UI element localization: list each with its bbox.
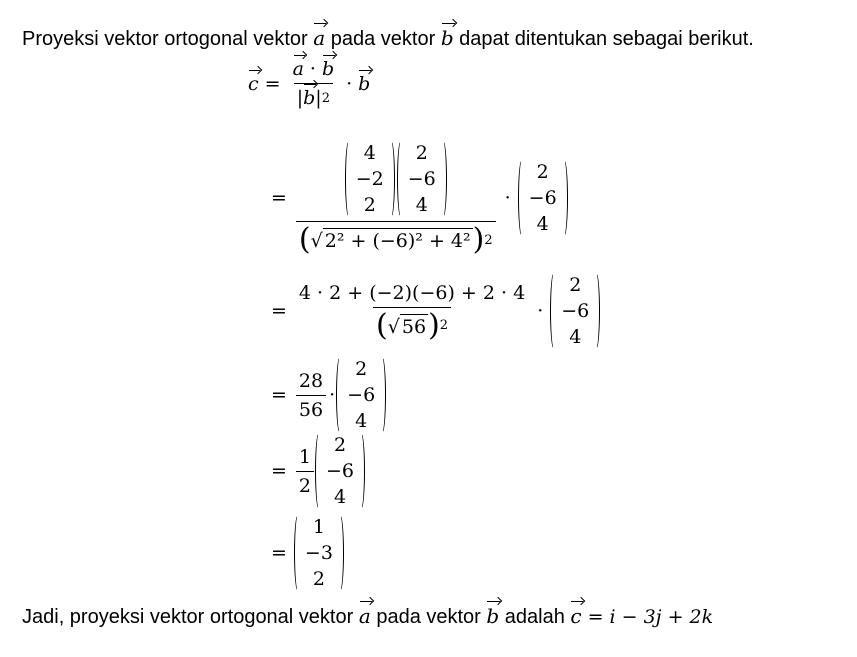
numerator: 28 <box>298 369 324 392</box>
step-5 <box>265 514 345 592</box>
projection-formula <box>248 58 370 109</box>
matrix-entry: −6 <box>561 300 590 322</box>
vector-a: a <box>358 604 371 628</box>
dot-operator: · <box>346 72 353 95</box>
radicand: 56 <box>401 315 427 338</box>
matrix-entry: 2 <box>536 160 549 183</box>
matrix-entry: 1 <box>312 516 325 538</box>
equals-sign: = <box>264 72 281 95</box>
vector-matrix <box>345 140 395 218</box>
vector-matrix <box>294 514 344 592</box>
matrix-entry: 4 <box>415 194 428 216</box>
matrix-entry: 2 <box>312 568 325 590</box>
fraction: 4 −2 2 2 −6 4 ( √ 2² + (−6)² + 4² ) 2 <box>296 140 496 255</box>
denominator: 2 <box>296 471 314 497</box>
matrix-entry: −2 <box>355 168 384 190</box>
exponent: 2 <box>321 90 330 106</box>
exponent: 2 <box>484 232 493 248</box>
matrix-entry: 2 <box>569 274 582 296</box>
result-expression: i − 3j + 2k <box>609 606 714 628</box>
vector-b: b <box>303 87 316 109</box>
vector-b: b <box>486 604 500 628</box>
vector-matrix <box>336 356 386 434</box>
fraction: a · b | b | 2 <box>292 58 335 109</box>
denominator: 56 <box>296 395 326 421</box>
fraction <box>296 446 314 497</box>
matrix-entry: 4 <box>333 486 347 508</box>
step-4 <box>265 432 366 510</box>
equals-sign: = <box>271 300 287 322</box>
dot-operator: · <box>329 384 336 406</box>
intro-sentence <box>22 26 754 51</box>
vector-b: b <box>440 26 454 50</box>
dot-operator: · <box>537 300 544 322</box>
conclusion-text: pada vektor <box>370 606 487 628</box>
vector-a: a <box>292 58 304 80</box>
radicand: 2² + (−6)² + 4² <box>324 230 471 252</box>
square-root: √ 56 <box>387 315 427 338</box>
dot-operator: · <box>309 58 316 80</box>
matrix-entry: 2 <box>355 358 368 380</box>
vector-c: c <box>570 604 582 628</box>
conclusion-sentence <box>22 604 713 629</box>
matrix-entry: 2 <box>363 194 376 216</box>
equals-sign: = <box>271 384 287 406</box>
vector-matrix <box>315 432 365 510</box>
vector-b: b <box>321 58 335 80</box>
step-1 <box>265 140 569 255</box>
vector-matrix <box>550 272 600 350</box>
conclusion-text: Jadi, proyeksi vektor ortogonal vektor <box>22 606 359 628</box>
matrix-entry: 2 <box>333 434 347 456</box>
dot-operator: · <box>504 186 511 209</box>
step-3 <box>265 356 387 434</box>
matrix-entry: 4 <box>536 212 549 235</box>
conclusion-text: adalah <box>499 606 571 628</box>
vector-c: c <box>248 72 259 95</box>
matrix-entry: −6 <box>528 186 557 209</box>
square-root: √ 2² + (−6)² + 4² <box>310 230 471 252</box>
numerator: 4 · 2 + (−2)(−6) + 2 · 4 <box>298 281 526 304</box>
equals-sign: = <box>271 460 287 482</box>
equals-sign: = <box>271 542 287 564</box>
vector-matrix <box>518 159 568 237</box>
vector-a: a <box>313 26 326 50</box>
matrix-entry: −3 <box>304 542 333 564</box>
fraction: 4 · 2 + (−2)(−6) + 2 · 4 ( √ 56 ) 2 <box>296 282 528 341</box>
matrix-entry: −6 <box>326 460 355 482</box>
intro-text: Proyeksi vektor ortogonal vektor <box>22 28 314 50</box>
exponent: 2 <box>439 318 449 333</box>
matrix-entry: 2 <box>415 142 428 164</box>
matrix-entry: −6 <box>407 168 436 190</box>
matrix-entry: 4 <box>363 142 376 164</box>
numerator: 1 <box>298 445 312 468</box>
matrix-entry: −6 <box>347 384 376 406</box>
matrix-entry: 4 <box>355 410 368 432</box>
step-2 <box>265 272 601 350</box>
matrix-entry: 4 <box>569 326 582 348</box>
vector-b: b <box>358 72 371 95</box>
vector-matrix <box>397 140 447 218</box>
intro-text: pada vektor <box>325 28 441 50</box>
fraction <box>296 370 326 421</box>
equals-sign: = <box>587 606 604 628</box>
equals-sign: = <box>271 186 287 209</box>
intro-text: dapat ditentukan sebagai berikut. <box>453 28 754 50</box>
